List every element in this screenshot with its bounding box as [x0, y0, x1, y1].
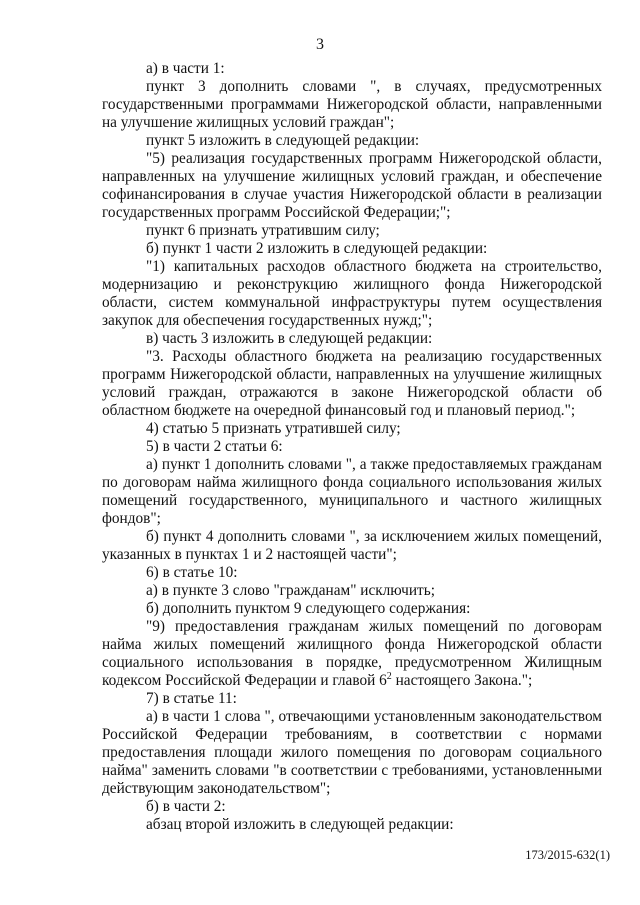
paragraph: пункт 5 изложить в следующей редакции:	[146, 132, 420, 149]
paragraph: б) в части 2:	[146, 798, 226, 815]
paragraph: "3. Расходы областного бюджета на реализацию государственных программ Нижегородской области, направленных на улучшение жилищных условий граждан, отражаются в законе Нижегородской области об областном бюджете на очередной финансовый год и плановый период.";	[102, 348, 602, 419]
paragraph: 7) в статье 11:	[146, 690, 237, 707]
paragraph: 5) в части 2 статьи 6:	[146, 438, 283, 455]
paragraph-point-9-text: "9) предоставления гражданам жилых помещений по договорам найма жилых помещений жилищного фонда Нижегородской области социального использования в порядке, предусмотренном Жилищным кодексом Российской Федерации и главой 6	[102, 618, 602, 689]
paragraph: 4) статью 5 признать утратившей силу;	[146, 420, 401, 437]
paragraph: "1) капитальных расходов областного бюджета на строительство, модернизацию и реконструкцию жилищного фонда Нижегородской области, систем коммунальной инфраструктуры путем осуществления закупок для обеспечения государственных нужд;";	[102, 258, 602, 329]
paragraph: б) пункт 1 части 2 изложить в следующей редакции:	[146, 240, 488, 257]
chapter-superscript: 2	[386, 670, 392, 682]
paragraph: абзац второй изложить в следующей редакции:	[146, 816, 454, 833]
paragraph: а) в части 1 слова ", отвечающими установленным законодательством Российской Федерации требованиям, в соответствии с нормами предоставления площади жилого помещения по договорам социального найма" заменить словами "в соответствии с требованиями, установленными действующим законодательством";	[102, 708, 602, 797]
paragraph-point-9	[102, 618, 602, 690]
paragraph: пункт 3 дополнить словами ", в случаях, предусмотренных государственными программами Нижегородской области, направленными на улучшение жилищных условий граждан";	[102, 78, 602, 131]
paragraph: в) часть 3 изложить в следующей редакции:	[146, 330, 433, 347]
paragraph: а) в пункте 3 слово "гражданам" исключить;	[146, 582, 435, 599]
paragraph: а) в части 1:	[146, 60, 225, 77]
paragraph-point-9-end: настоящего Закона.";	[391, 672, 533, 689]
paragraph: "5) реализация государственных программ Нижегородской области, направленных на улучшение жилищных условий граждан, и обеспечение софинансирования в случае участия Нижегородской области в реализации государственных программ Российской Федерации;";	[102, 150, 602, 221]
paragraph: пункт 6 признать утратившим силу;	[146, 222, 380, 239]
document-code-footer: 173/2015-632(1)	[525, 848, 610, 862]
document-body	[102, 60, 602, 834]
paragraph: 6) в статье 10:	[146, 564, 238, 581]
paragraph: б) дополнить пунктом 9 следующего содержания:	[146, 600, 471, 617]
paragraph: б) пункт 4 дополнить словами ", за исключением жилых помещений, указанных в пунктах 1 и 2 настоящей части";	[102, 528, 602, 563]
paragraph: а) пункт 1 дополнить словами ", а также предоставляемых гражданам по договорам найма жилищного фонда социального использования жилых помещений государственного, муниципального и частного жилищных фондов";	[102, 456, 602, 527]
page-number: 3	[316, 36, 324, 53]
